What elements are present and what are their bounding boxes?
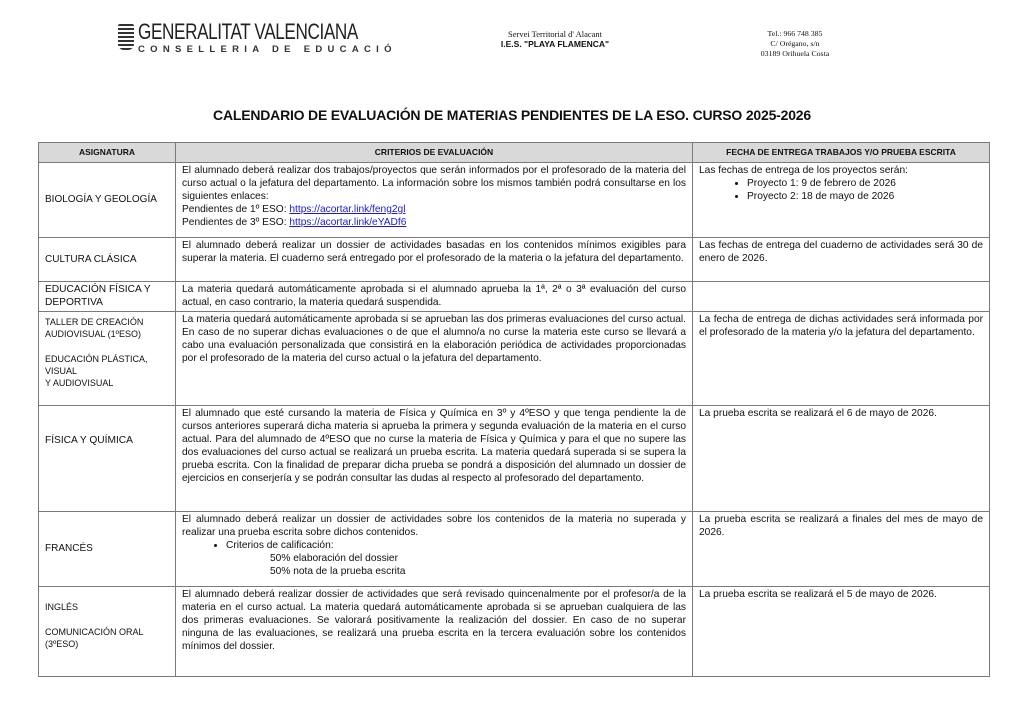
criteria-cell: El alumnado deberá realizar dossier de actividades que será revisado quincenalmente por el profesor/a de la materia en el curso actual. La materia quedará automáticamente aprobada si se aprueban cualquiera de las dos primeras evaluaciones. Se valorará positivamente la realización del dossier. En caso de no superar ninguna de las evaluaciones, se realizará una prueba escrita en la tercera evaluación sobre los contenidos mínimos del dossier. bbox=[176, 587, 693, 677]
header-date: FECHA DE ENTREGA TRABAJOS Y/O PRUEBA ESCRITA bbox=[693, 143, 990, 163]
criteria-bullets bbox=[182, 539, 686, 552]
criteria-cell: El alumnado deberá realizar un dossier de actividades basadas en los contenidos mínimos exigibles para superar la materia. El cuaderno será entregado por el profesorado de la materia o la jefatura del departamento. bbox=[176, 238, 693, 282]
link1-label: Pendientes de 1º ESO: bbox=[182, 204, 290, 215]
criteria-cell: La materia quedará automáticamente aprobada si se aprueban las dos primeras evaluaciones del curso actual. En caso de no superar dichas evaluaciones o de que el alumno/a no curse la materia este curso se llevará a cabo una evaluación personalizada que consistirá en la elaboración periódica de actividades proporcionadas por el profesorado de la materia del curso actual o la jefatura del departamento. bbox=[176, 312, 693, 406]
subject-cell: BIOLOGÍA Y GEOLOGÍA bbox=[39, 163, 176, 238]
postal-code: 03189 Orihuela Costa bbox=[760, 49, 830, 58]
date-cell: La prueba escrita se realizará el 6 de mayo de 2026. bbox=[693, 406, 990, 512]
school-name: I.E.S. "PLAYA FLAMENCA" bbox=[500, 39, 610, 49]
evaluation-table bbox=[38, 142, 990, 677]
logo-subtitle: CONSELLERIA DE EDUCACIÓ bbox=[138, 44, 397, 55]
header-center bbox=[480, 29, 630, 49]
logo-title: GENERALITAT VALENCIANA bbox=[138, 19, 358, 44]
link-1eso[interactable]: https://acortar.link/feng2gl bbox=[289, 204, 406, 215]
coat-of-arms-icon bbox=[118, 24, 134, 50]
territorial-service: Servei Territorial d' Alacant bbox=[507, 29, 602, 39]
grading-item: 50% nota de la prueba escrita bbox=[270, 566, 406, 577]
date-cell: La prueba escrita se realizará el 5 de mayo de 2026. bbox=[693, 587, 990, 677]
grading-bullet: • Criterios de calificación: bbox=[226, 539, 686, 552]
subject-b1: EDUCACIÓN PLÁSTICA, VISUAL bbox=[45, 354, 148, 376]
phone: Tel.: 966 748 385 bbox=[767, 29, 823, 38]
date-item: • Proyecto 1: 9 de febrero de 2026 bbox=[747, 177, 983, 190]
table-row bbox=[39, 587, 990, 677]
document-title: CALENDARIO DE EVALUACIÓN DE MATERIAS PENDIENTES DE LA ESO. CURSO 2025-2026 bbox=[213, 107, 811, 123]
date-cell bbox=[693, 282, 990, 312]
table-row bbox=[39, 163, 990, 238]
table-row bbox=[39, 312, 990, 406]
table-row bbox=[39, 512, 990, 587]
date-intro: Las fechas de entrega de los proyectos serán: bbox=[699, 165, 908, 176]
subject-b: COMUNICACIÓN ORAL (3ºESO) bbox=[45, 627, 144, 649]
link2-label: Pendientes de 3º ESO: bbox=[182, 217, 290, 228]
table-row bbox=[39, 282, 990, 312]
date-cell: La fecha de entrega de dichas actividades será informada por el profesorado de la materia y/o la jefatura del departamento. bbox=[693, 312, 990, 406]
criteria-cell bbox=[176, 163, 693, 238]
criteria-cell: La materia quedará automáticamente aprobada si el alumnado aprueba la 1ª, 2ª o 3ª evaluación del curso actual, en caso contrario, la materia quedará suspendida. bbox=[176, 282, 693, 312]
date-cell bbox=[693, 163, 990, 238]
subject-b2: Y AUDIOVISUAL bbox=[45, 378, 114, 388]
subject-cell: EDUCACIÓN FÍSICA Y DEPORTIVA bbox=[39, 282, 176, 312]
criteria-cell: El alumnado que esté cursando la materia de Física y Química en 3º y 4ºESO y que tenga pendiente la de cursos anteriores superará dicha materia si aprueba la primera y segunda evaluación de la materia en el curso actual. Para del alumnado de 4ºESO que no curse la materia de Física y Química y para el que no supere las dos evaluaciones del curso actual se realizará un prueba escrita. La materia quedará superada si se supera la prueba escrita. Con la finalidad de preparar dicha prueba se pondrá a disposición del alumnado un dossier de ejercicios en conserjería y se podrán consultar las dudas al respecto al profesorado del departamento. bbox=[176, 406, 693, 512]
criteria-cell bbox=[176, 512, 693, 587]
header-contact bbox=[755, 29, 835, 59]
table-row bbox=[39, 406, 990, 512]
date-list bbox=[699, 177, 983, 203]
subject-cell: CULTURA CLÁSICA bbox=[39, 238, 176, 282]
table-row bbox=[39, 238, 990, 282]
subject-cell: FÍSICA Y QUÍMICA bbox=[39, 406, 176, 512]
subject-cell bbox=[39, 312, 176, 406]
generalitat-logo bbox=[118, 19, 420, 55]
subject-a: TALLER DE CREACIÓN AUDIOVISUAL (1ºESO) bbox=[45, 317, 144, 339]
header-subject: ASIGNATURA bbox=[39, 143, 176, 163]
criteria-text: El alumnado deberá realizar un dossier de actividades sobre los contenidos de la materia no superada y realizar una prueba escrita sobre dichos contenidos. bbox=[182, 514, 686, 538]
grading-item: 50% elaboración del dossier bbox=[270, 553, 398, 564]
date-cell: Las fechas de entrega del cuaderno de actividades será 30 de enero de 2026. bbox=[693, 238, 990, 282]
subject-cell: FRANCÉS bbox=[39, 512, 176, 587]
link-3eso[interactable]: https://acortar.link/eYADf6 bbox=[289, 217, 407, 228]
date-cell: La prueba escrita se realizará a finales del mes de mayo de 2026. bbox=[693, 512, 990, 587]
subject-cell bbox=[39, 587, 176, 677]
address: C/ Orégano, s/n bbox=[770, 39, 820, 48]
criteria-text: El alumnado deberá realizar dos trabajos/proyectos que serán informados por el profesorado de la materia del curso actual o la jefatura del departamento. La información sobre los mismos también podrá consultarse en los siguientes enlaces: bbox=[182, 165, 686, 202]
table-header-row bbox=[39, 143, 990, 163]
subject-a: INGLÉS bbox=[45, 602, 79, 612]
header-criteria: CRITERIOS DE EVALUACIÓN bbox=[176, 143, 693, 163]
date-item: • Proyecto 2: 18 de mayo de 2026 bbox=[747, 190, 983, 203]
